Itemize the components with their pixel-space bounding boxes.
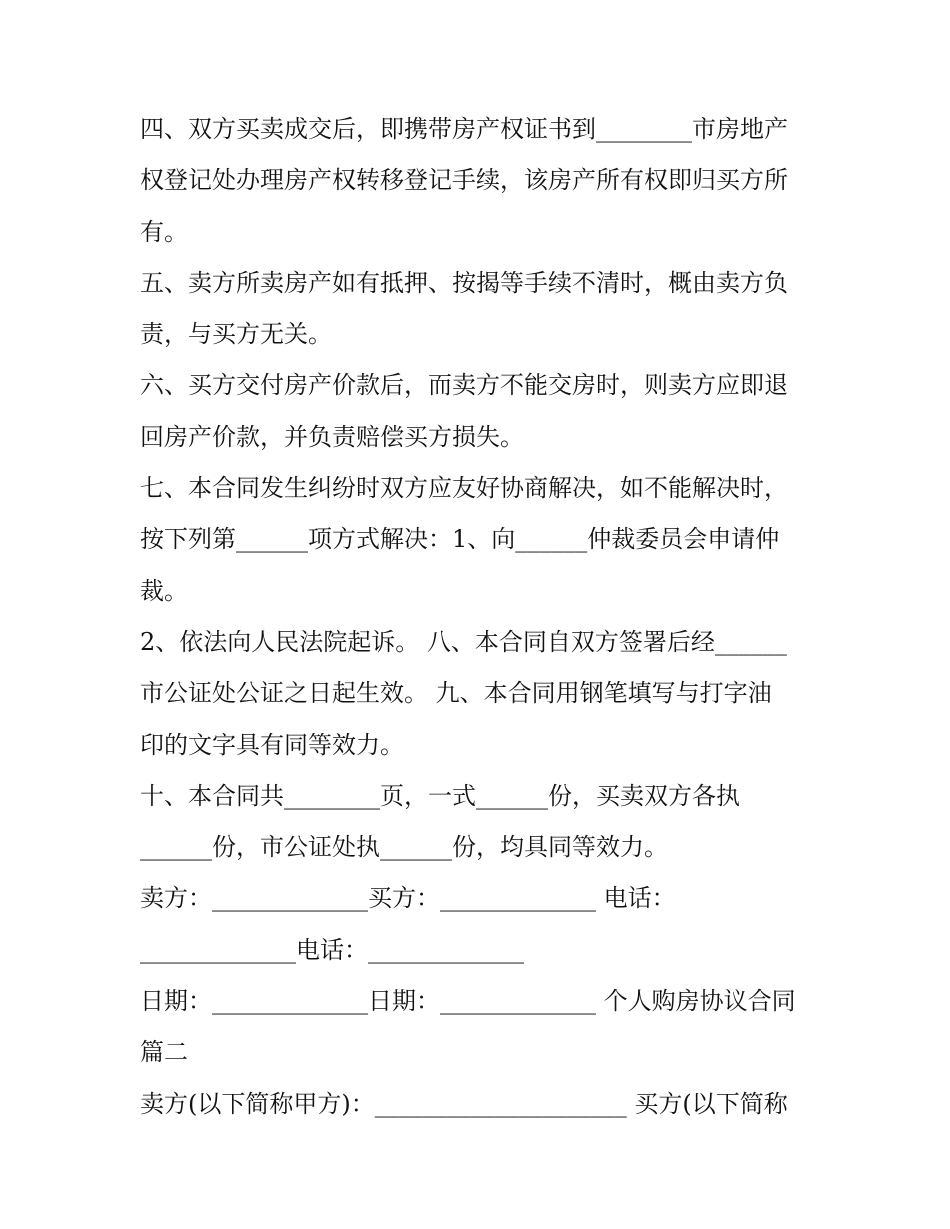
text-line: 市公证处公证之日起生效。 九、本合同用钢笔填写与打字油 bbox=[140, 679, 772, 708]
text-line: 裁。 bbox=[140, 576, 188, 605]
contract-text bbox=[140, 104, 840, 1130]
text-line: 责，与买方无关。 bbox=[140, 320, 332, 349]
text-line: 五、卖方所卖房产如有抵押、按揭等手续不清时，概由卖方负 bbox=[140, 268, 788, 297]
text-line: _____________电话：_____________ bbox=[140, 935, 524, 964]
text-line: 篇二 bbox=[140, 1038, 188, 1067]
text-line: 七、本合同发生纠纷时双方应友好协商解决，如不能解决时， bbox=[140, 474, 788, 503]
text-line: 卖方：_____________买方：_____________ 电话： bbox=[140, 884, 676, 913]
text-line: 六、买方交付房产价款后，而卖方不能交房时，则卖方应即退 bbox=[140, 371, 788, 400]
text-line: 回房产价款，并负责赔偿买方损失。 bbox=[140, 422, 524, 451]
text-line: 印的文字具有同等效力。 bbox=[140, 730, 404, 759]
text-line: 日期：_____________日期：_____________ 个人购房协议合同 bbox=[140, 987, 796, 1016]
text-line: ______份，市公证处执______份，均具同等效力。 bbox=[140, 833, 668, 862]
text-line: 权登记处办理房产权转移登记手续，该房产所有权即归买方所 bbox=[140, 166, 788, 195]
text-line: 有。 bbox=[140, 217, 188, 246]
text-line: 卖方(以下简称甲方)：_____________________ 买方(以下简称 bbox=[140, 1089, 788, 1118]
text-line: 四、双方买卖成交后，即携带房产权证书到________市房地产 bbox=[140, 115, 788, 143]
text-line: 十、本合同共________页，一式______份，买卖双方各执 bbox=[140, 781, 740, 810]
text-line: 按下列第______项方式解决：1、向______仲裁委员会申请仲 bbox=[140, 525, 780, 554]
text-line: 2、依法向人民法院起诉。 八、本合同自双方签署后经______ bbox=[140, 627, 787, 656]
